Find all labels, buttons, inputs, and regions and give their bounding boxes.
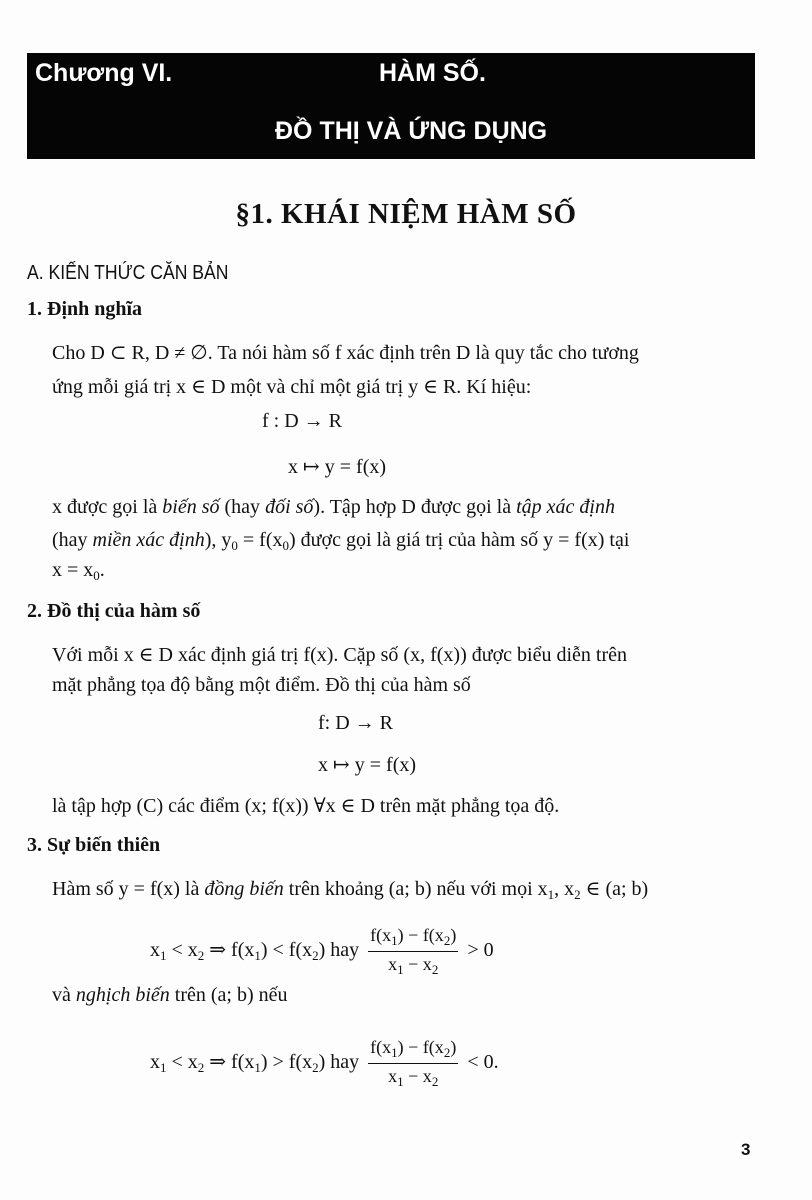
subscript: 2: [431, 1074, 439, 1089]
text-line: [52, 642, 627, 667]
text-line: [52, 529, 629, 554]
text-run: x: [150, 939, 160, 962]
text-line: [318, 712, 393, 735]
text-run: ) − f(x: [397, 1037, 444, 1057]
italic-term: nghịch biến: [75, 984, 170, 1006]
subscript: 2: [443, 1045, 451, 1060]
text-run: ⇒ f(x: [204, 1051, 255, 1074]
section-title: §1. KHÁI NIỆM HÀM SỐ: [235, 198, 577, 230]
text-run: mặt phẳng tọa độ bằng một điểm. Đồ thị của hàm số: [52, 674, 471, 696]
chapter-banner: [27, 53, 755, 159]
text-run: ) được gọi là giá trị của hàm số y = f(x) tại: [289, 529, 630, 551]
text-run: − x: [403, 1066, 432, 1086]
text-run: ), y: [204, 529, 232, 551]
subscript: 2: [312, 948, 319, 964]
text-line: [52, 876, 648, 903]
text-run: < x: [166, 939, 198, 962]
text-run: ) hay: [318, 1051, 365, 1074]
subscript: 2: [443, 933, 451, 948]
text-run: ) > f(x: [260, 1051, 313, 1074]
text-line: [288, 454, 386, 479]
italic-term: biến số: [162, 496, 220, 518]
text-line: [52, 496, 615, 519]
text-line: [262, 410, 342, 433]
subscript: 1: [254, 1060, 261, 1076]
text-line: [318, 752, 416, 777]
text-run: , x: [554, 878, 575, 900]
text-run: ∈ (a; b): [580, 878, 649, 900]
fraction: [368, 925, 458, 978]
subscript: 2: [431, 962, 439, 977]
text-run: x ↦ y = f(x): [318, 754, 417, 776]
subscript: 1: [547, 887, 555, 902]
text-line: [52, 793, 559, 818]
subscript: 2: [197, 1060, 205, 1076]
subscript: 1: [254, 948, 261, 964]
subscript: 1: [397, 962, 404, 977]
part-a-heading: A. KIẾN THỨC CĂN BẢN: [27, 262, 229, 284]
text-line: [150, 925, 494, 978]
text-line: [52, 374, 531, 399]
heading-graph: 2. Đồ thị của hàm số: [27, 600, 201, 622]
heading-monotonicity: 3. Sự biến thiên: [27, 834, 161, 856]
italic-term: đồng biến: [204, 878, 284, 900]
text-run: Cho D ⊂ R, D ≠ ∅. Ta nói hàm số f xác định trên D là quy tắc cho tương: [52, 342, 639, 364]
text-run: x = x: [52, 559, 94, 581]
chapter-title-line2: ĐỒ THỊ VÀ ỨNG DỤNG: [275, 117, 548, 145]
text-run: x: [388, 1066, 398, 1086]
text-run: trên (a; b) nếu: [169, 984, 288, 1006]
subscript: 1: [391, 1045, 398, 1060]
text-run: f: D → R: [318, 712, 393, 734]
text-run: ): [450, 1037, 457, 1057]
chapter-title-line1: HÀM SỐ.: [379, 59, 486, 87]
text-run: − x: [403, 954, 432, 974]
fraction-denominator: [386, 1064, 440, 1090]
page-number: 3: [741, 1140, 751, 1159]
text-line: [52, 984, 288, 1007]
text-run: ) hay: [318, 939, 365, 962]
text-run: (hay: [219, 496, 266, 518]
subscript: 1: [160, 1060, 167, 1076]
text-run: (hay: [52, 529, 93, 551]
text-run: ) − f(x: [397, 925, 444, 945]
text-run: ). Tập hợp D được gọi là: [313, 496, 517, 518]
text-run: x: [150, 1051, 160, 1074]
italic-term: tập xác định: [516, 496, 615, 518]
subscript: 2: [312, 1060, 319, 1076]
text-run: x: [388, 954, 398, 974]
heading-definition: 1. Định nghĩa: [27, 298, 143, 320]
subscript: 1: [160, 948, 167, 964]
subscript: 0: [231, 538, 238, 553]
text-run: > 0: [462, 939, 494, 962]
text-run: x được gọi là: [52, 496, 163, 518]
fraction-numerator: [368, 925, 458, 952]
text-run: < 0.: [462, 1051, 499, 1074]
text-run: Hàm số y = f(x) là: [52, 878, 205, 900]
subscript: 1: [397, 1074, 404, 1089]
text-run: < x: [166, 1051, 198, 1074]
subscript: 0: [282, 538, 290, 553]
text-run: ) < f(x: [260, 939, 313, 962]
text-line: [52, 674, 471, 697]
text-line: [52, 559, 105, 584]
text-run: và: [52, 984, 76, 1006]
text-run: f(x: [370, 1037, 392, 1057]
fraction: [368, 1037, 458, 1090]
italic-term: miền xác định: [92, 529, 205, 551]
text-run: .: [99, 559, 105, 581]
fraction-numerator: [368, 1037, 458, 1064]
subscript: 0: [93, 568, 100, 583]
subscript: 2: [197, 948, 205, 964]
text-run: ⇒ f(x: [204, 939, 255, 962]
fraction-denominator: [386, 952, 440, 978]
text-run: trên khoảng (a; b) nếu với mọi x: [283, 878, 548, 900]
text-run: x ↦ y = f(x): [288, 456, 387, 478]
italic-term: đối số: [265, 496, 314, 518]
text-run: ứng mỗi giá trị x ∈ D một và chỉ một giá trị y ∈ R. Kí hiệu:: [52, 376, 532, 398]
text-line: [150, 1037, 499, 1090]
subscript: 2: [574, 887, 581, 902]
text-run: = f(x: [237, 529, 283, 551]
text-run: là tập hợp (C) các điểm (x; f(x)) ∀x ∈ D trên mặt phẳng tọa độ.: [52, 795, 560, 817]
chapter-label: Chương VI.: [35, 59, 173, 87]
text-run: f(x: [370, 925, 392, 945]
text-line: [52, 340, 639, 365]
text-run: Với mỗi x ∈ D xác định giá trị f(x). Cặp số (x, f(x)) được biểu diễn trên: [52, 644, 627, 666]
text-run: ): [450, 925, 457, 945]
text-run: f : D → R: [262, 410, 342, 432]
subscript: 1: [391, 933, 398, 948]
